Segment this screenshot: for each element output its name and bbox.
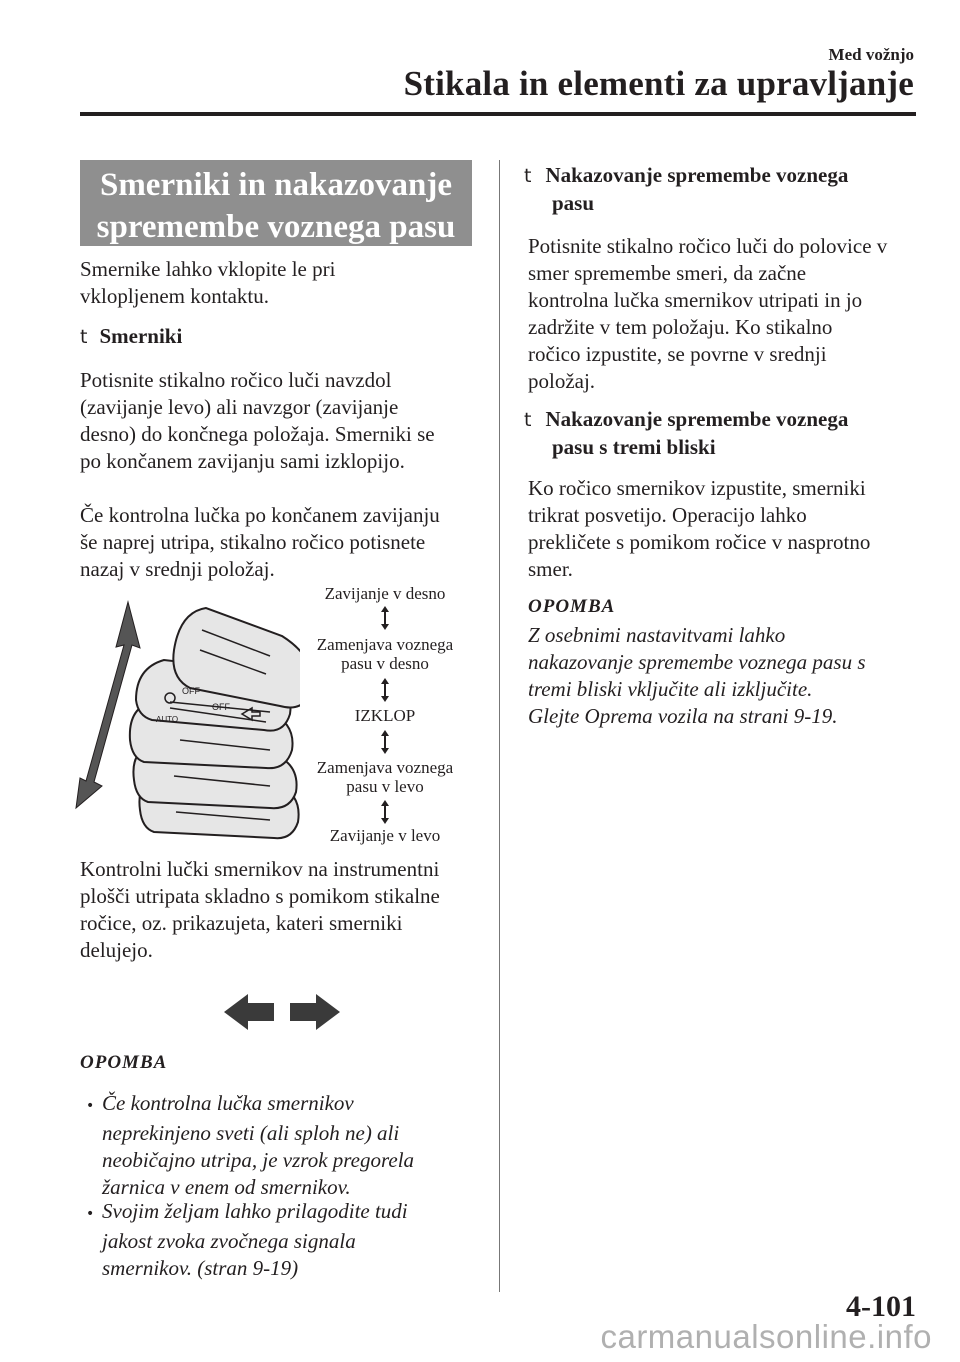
page-title-line2: spremembe voznega pasu bbox=[96, 209, 456, 245]
note-line: žarnica v enem od smernikov. bbox=[102, 1175, 351, 1199]
body-line: plošči utripata skladno s pomikom stikalne bbox=[80, 884, 440, 908]
heading-text: Smerniki bbox=[99, 324, 183, 348]
note-line: neobičajno utripa, je vzrok pregorela bbox=[102, 1148, 415, 1172]
heading-marker-icon: t bbox=[524, 409, 532, 431]
note-line: Svojim željam lahko prilagodite tudi bbox=[102, 1199, 408, 1223]
double-arrow-icon bbox=[76, 602, 140, 808]
body-line: desno) do končnega položaja. Smerniki se bbox=[80, 422, 435, 446]
bullet-icon: • bbox=[86, 1098, 95, 1114]
note-bullet-1 bbox=[86, 1090, 414, 1201]
intro-line: vklopljenem kontaktu. bbox=[80, 284, 269, 308]
column-divider bbox=[499, 160, 500, 1292]
note-line: tremi bliski vključite ali izključite. bbox=[528, 677, 813, 701]
body-line: nazaj v srednji položaj. bbox=[80, 557, 275, 581]
header-title: Stikala in elementi za upravljanje bbox=[403, 64, 914, 103]
heading-text: Nakazovanje spremembe voznega bbox=[545, 163, 849, 187]
note-line: neprekinjeno sveti (ali sploh ne) ali bbox=[102, 1121, 400, 1145]
smerniki-paragraph-1 bbox=[80, 367, 435, 475]
note-line: nakazovanje spremembe voznega pasu s bbox=[528, 650, 866, 674]
intro-paragraph bbox=[80, 256, 335, 310]
body-line: smer. bbox=[528, 557, 573, 581]
body-line: ročice, oz. prikazujeta, kateri smerniki bbox=[80, 911, 403, 935]
label-off: IZKLOP bbox=[354, 706, 416, 725]
label-lane-change-left bbox=[300, 758, 470, 796]
bullet-icon: • bbox=[86, 1206, 95, 1222]
section-label: Med vožnjo bbox=[828, 45, 914, 64]
label-line: pasu v desno bbox=[341, 654, 429, 673]
left-indicator-arrow-icon bbox=[224, 994, 276, 1030]
label-right-turn: Zavijanje v desno bbox=[324, 584, 446, 603]
watermark: carmanualsonline.info bbox=[600, 1318, 932, 1355]
note-line: smernikov. (stran 9-19) bbox=[102, 1256, 299, 1280]
intro-line: Smernike lahko vklopite le pri bbox=[80, 257, 336, 281]
switch-off-label: OFF bbox=[182, 686, 200, 696]
label-line: Zamenjava voznega bbox=[316, 758, 454, 777]
label-left-turn: Zavijanje v levo bbox=[329, 826, 441, 845]
note-line: Če kontrolna lučka smernikov bbox=[102, 1091, 354, 1115]
body-line: trikrat posvetijo. Operacijo lahko bbox=[528, 503, 807, 527]
heading-smerniki bbox=[80, 323, 182, 351]
body-line: Ko ročico smernikov izpustite, smerniki bbox=[528, 476, 866, 500]
position-arrow-icon bbox=[380, 678, 390, 702]
heading-marker-icon: t bbox=[524, 165, 532, 187]
page-title-line1: Smerniki in nakazovanje bbox=[99, 167, 453, 203]
note-title: OPOMBA bbox=[80, 1052, 168, 1073]
body-line: položaj. bbox=[528, 369, 596, 393]
note-line: jakost zvoka zvočnega signala bbox=[102, 1229, 356, 1253]
body-line: ročico izpustite, se povrne v srednji bbox=[528, 342, 827, 366]
body-line: Potisnite stikalno ročico luči navzdol bbox=[80, 368, 392, 392]
body-line: prekličete s pomikom ročice v nasprotno bbox=[528, 530, 871, 554]
heading-text: pasu bbox=[552, 191, 595, 215]
note-bullet-2 bbox=[86, 1198, 408, 1282]
body-line: Potisnite stikalno ročico luči do polovice v bbox=[528, 234, 888, 258]
smerniki-paragraph-2 bbox=[80, 502, 440, 583]
body-line: zadržite v tem položaju. Ko stikalno bbox=[528, 315, 833, 339]
indicator-paragraph bbox=[80, 856, 440, 964]
body-line: Kontrolni lučki smernikov na instrumentni bbox=[80, 857, 440, 881]
body-line: še naprej utripa, stikalno ročico potisnete bbox=[80, 530, 426, 554]
three-flash-paragraph bbox=[528, 475, 870, 583]
body-line: smer spremembe smeri, da začne bbox=[528, 261, 807, 285]
page-title bbox=[80, 160, 472, 246]
heading-text: Nakazovanje spremembe voznega bbox=[545, 407, 849, 431]
body-line: po končanem zavijanju sami izklopijo. bbox=[80, 449, 405, 473]
switch-auto-label: AUTO bbox=[156, 715, 179, 724]
position-arrow-icon bbox=[380, 730, 390, 754]
note-paragraph bbox=[528, 622, 866, 730]
note-title: OPOMBA bbox=[528, 596, 616, 617]
header-rule bbox=[80, 112, 916, 116]
note-line: Z osebnimi nastavitvami lahko bbox=[528, 623, 786, 647]
turn-signal-lever-diagram bbox=[70, 590, 300, 850]
page-number: 4-101 bbox=[846, 1290, 916, 1323]
position-arrow-icon bbox=[380, 800, 390, 824]
position-arrow-icon bbox=[380, 606, 390, 630]
heading-text: pasu s tremi bliski bbox=[552, 435, 716, 459]
body-line: kontrolna lučka smernikov utripati in jo bbox=[528, 288, 863, 312]
label-lane-change-right bbox=[300, 635, 470, 673]
body-line: Če kontrolna lučka po končanem zavijanju bbox=[80, 503, 440, 527]
body-line: (zavijanje levo) ali navzgor (zavijanje bbox=[80, 395, 399, 419]
heading-three-flash bbox=[524, 406, 848, 461]
note-line: Glejte Oprema vozila na strani 9-19. bbox=[528, 704, 838, 728]
body-line: delujejo. bbox=[80, 938, 153, 962]
lane-change-paragraph bbox=[528, 233, 887, 395]
switch-off-label-2: OFF bbox=[212, 702, 230, 712]
heading-marker-icon: t bbox=[80, 326, 88, 348]
label-line: pasu v levo bbox=[346, 777, 424, 796]
label-line: Zamenjava voznega bbox=[316, 635, 454, 654]
right-indicator-arrow-icon bbox=[288, 994, 340, 1030]
heading-lane-change bbox=[524, 162, 848, 217]
